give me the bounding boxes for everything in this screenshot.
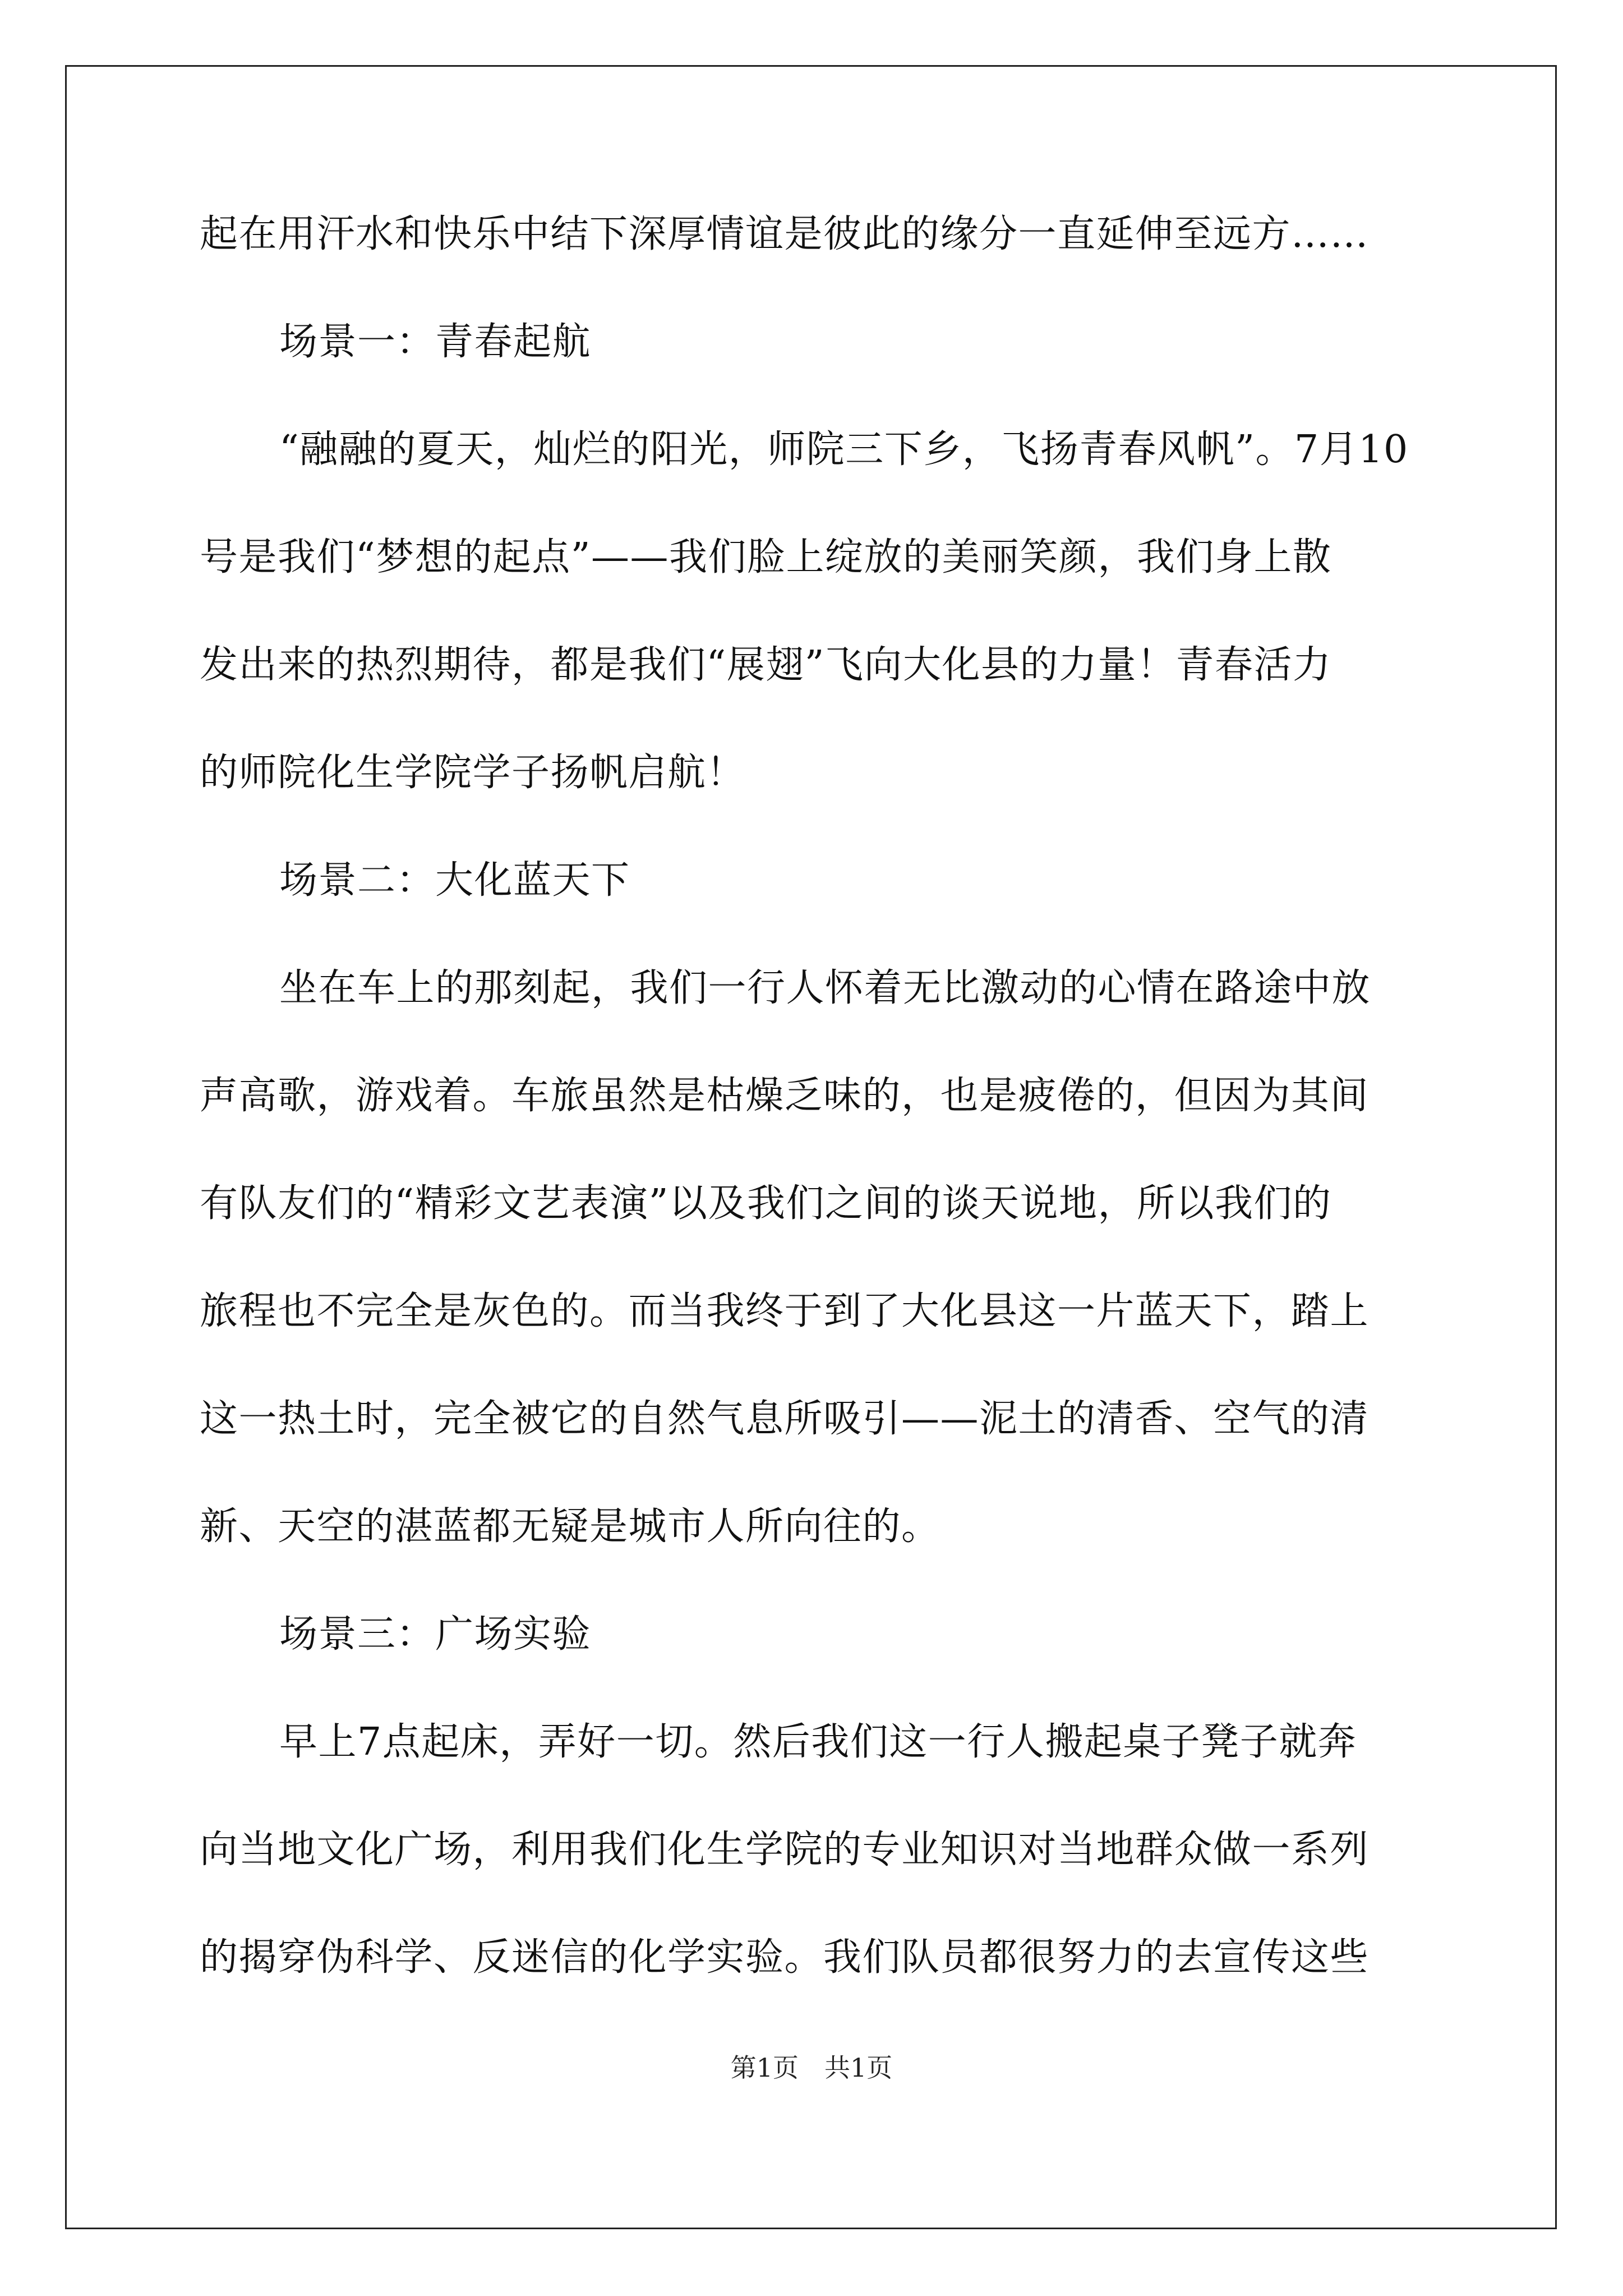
paragraph-line: 坐在车上的那刻起，我们一行人怀着无比激动的心情在路途中放 (279, 966, 1371, 1010)
paragraph-line: “融融的夏天，灿烂的阳光，师院三下乡，飞扬青春风帆”。7月10 (279, 427, 1409, 472)
paragraph-line: 向当地文化广场，利用我们化生学院的专业知识对当地群众做一系列 (200, 1828, 1370, 1872)
document-body (200, 208, 1426, 1985)
page-number: 第1页 共1页 (730, 2053, 893, 2083)
paragraph-line: 号是我们“梦想的起点”——我们脸上绽放的美丽笑颜，我们身上散 (200, 535, 1332, 579)
scene-heading-1: 场景一：青春起航 (279, 320, 592, 364)
paragraph-line: 起在用汗水和快乐中结下深厚情谊是彼此的缘分一直延伸至远方…… (200, 212, 1370, 256)
paragraph-line: 早上7点起床，弄好一切。然后我们这一行人搬起桌子凳子就奔 (279, 1720, 1357, 1764)
paragraph-line: 有队友们的“精彩文艺表演”以及我们之间的谈天说地，所以我们的 (200, 1181, 1332, 1226)
paragraph-line: 旅程也不完全是灰色的。而当我终于到了大化县这一片蓝天下，踏上 (200, 1289, 1370, 1333)
paragraph-line: 的揭穿伪科学、反迷信的化学实验。我们队员都很努力的去宣传这些 (200, 1935, 1370, 1980)
paragraph-line: 发出来的热烈期待，都是我们“展翅”飞向大化县的力量！青春活力 (200, 643, 1332, 687)
paragraph-line: 的师院化生学院学子扬帆启航！ (200, 751, 746, 795)
paragraph-line: 新、天空的湛蓝都无疑是城市人所向往的。 (200, 1504, 940, 1549)
paragraph-line: 这一热土时，完全被它的自然气息所吸引——泥土的清香、空气的清 (200, 1397, 1370, 1441)
scene-heading-3: 场景三：广场实验 (279, 1612, 592, 1657)
scene-heading-2: 场景二：大化蓝天下 (279, 858, 630, 903)
paragraph-line: 声高歌，游戏着。车旅虽然是枯燥乏味的，也是疲倦的，但因为其间 (200, 1074, 1370, 1118)
